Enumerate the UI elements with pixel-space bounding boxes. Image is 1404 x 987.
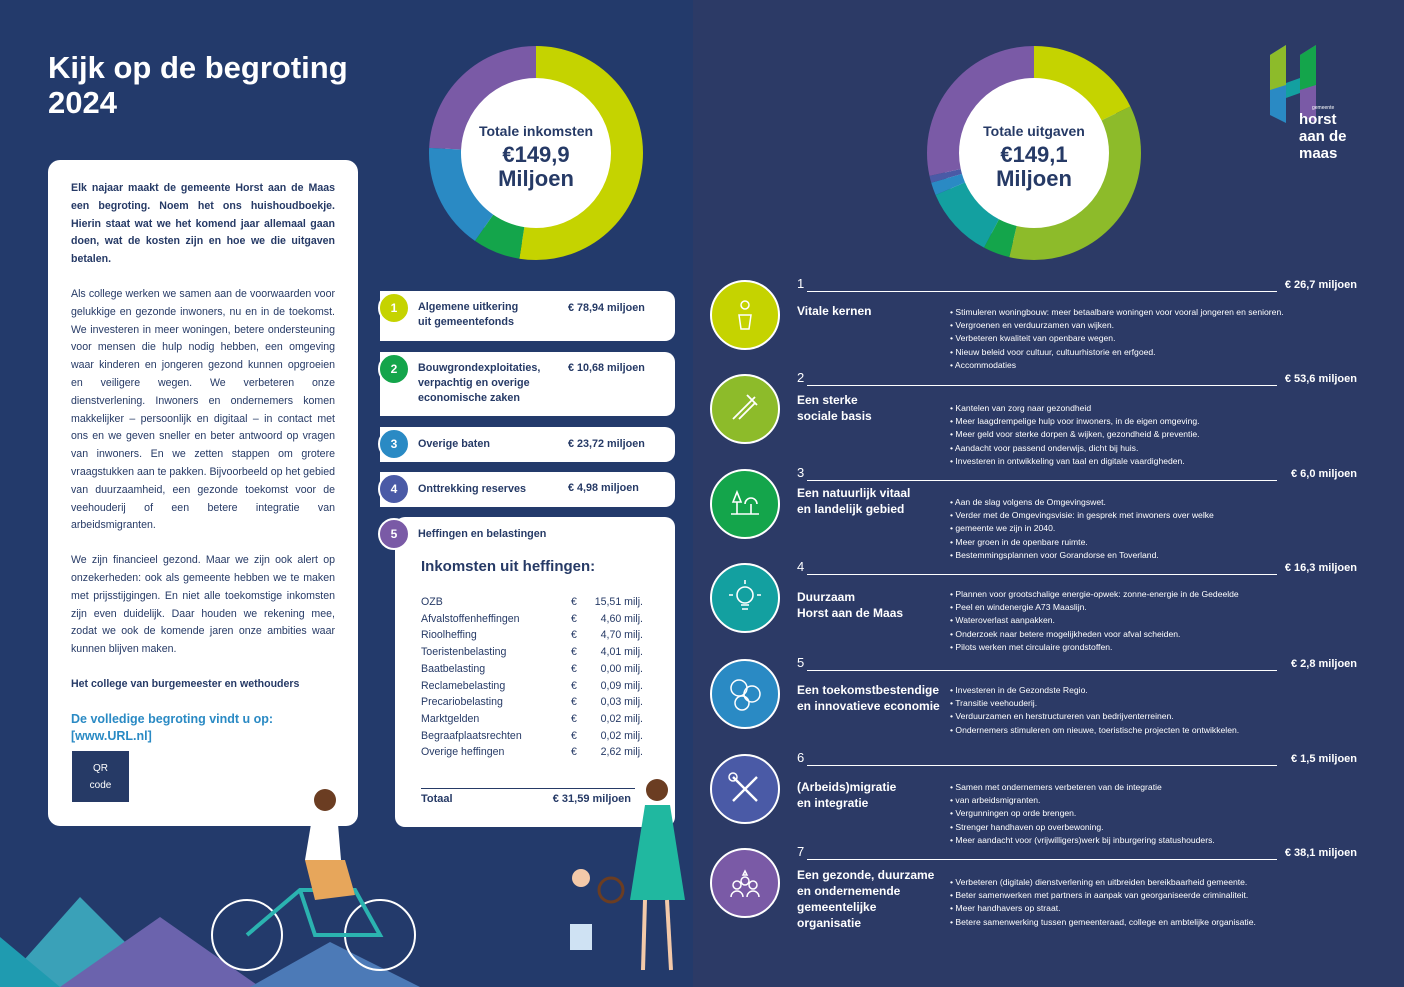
- tax-value: 0,02 milj.: [600, 729, 643, 742]
- spending-bullet: • Ondernemers stimuleren om nieuwe, toeristische projecten te ontwikkelen.: [950, 724, 1239, 737]
- spending-title-line: Een gezonde, duurzame: [797, 868, 935, 882]
- spending-bullet: • Meer aandacht voor (vrijwilligers)werk bij inburgering statushouders.: [950, 834, 1215, 847]
- spending-title-line: en innovatieve economie: [797, 699, 940, 713]
- spending-amount: € 38,1 miljoen: [1284, 847, 1357, 859]
- tax-row: [421, 696, 643, 713]
- spending-title: [797, 779, 896, 811]
- spending-icon-circle: [710, 374, 780, 444]
- spending-bullets: [950, 402, 1200, 468]
- spending-title-line: en landelijk gebied: [797, 502, 905, 516]
- logo-line: horst: [1299, 111, 1337, 128]
- spending-title: [797, 303, 871, 319]
- tax-name: Afvalstoffenheffingen: [421, 612, 520, 625]
- spending-title: [797, 485, 910, 517]
- tax-currency: €: [571, 746, 577, 759]
- spending-title-line: Horst aan de Maas: [797, 606, 904, 620]
- spending-bullet: • Onderzoek naar betere mogelijkheden voor afval scheiden.: [950, 628, 1239, 641]
- intro-signature: Het college van burgemeester en wethouders: [71, 677, 300, 690]
- family-illustration: [545, 770, 710, 980]
- nature-icon: [725, 484, 765, 524]
- logo-small-text: gemeente: [1312, 105, 1335, 111]
- tax-row: [421, 646, 643, 663]
- tax-row: [421, 663, 643, 680]
- spending-divider: [807, 480, 1277, 481]
- tax-row: [421, 680, 643, 697]
- tax-currency: €: [571, 612, 577, 625]
- income-item-label-line: uit gemeentefonds: [418, 316, 514, 328]
- tax-name: Reclamebelasting: [421, 679, 506, 692]
- income-item-number: 2: [378, 353, 410, 385]
- spending-bullet: • Nieuw beleid voor cultuur, cultuurhistorie en erfgoed.: [950, 346, 1284, 359]
- tax-row: [421, 730, 643, 747]
- tax-name: Begraafplaatsrechten: [421, 729, 522, 742]
- spending-item-2: [710, 370, 1360, 466]
- spending-title-line: Een sterke: [797, 393, 858, 407]
- spending-divider: [807, 291, 1277, 292]
- spending-bullets: [950, 306, 1284, 372]
- spending-bullet: • Wateroverlast aanpakken.: [950, 614, 1239, 627]
- spending-item-7: [710, 844, 1360, 936]
- spending-bullet: • Aandacht voor passend onderwijs, dicht bij huis.: [950, 442, 1200, 455]
- spending-title-line: Een natuurlijk vitaal: [797, 486, 911, 500]
- spending-number: 7: [797, 844, 805, 859]
- income-item-4: [380, 472, 675, 507]
- spending-bullet: • Investeren in de Gezondste Regio.: [950, 684, 1239, 697]
- spending-number: 6: [797, 750, 805, 765]
- spending-item-6: [710, 750, 1360, 845]
- spending-divider: [807, 859, 1277, 860]
- tax-name: Marktgelden: [421, 712, 480, 725]
- taxes-card-label: Heffingen en belastingen: [418, 528, 547, 540]
- tax-currency: €: [571, 679, 577, 692]
- tax-value: 2,62 milj.: [600, 746, 643, 759]
- income-donut-label: Totale inkomsten: [478, 123, 594, 139]
- spending-bullet: • Vergroenen en verduurzamen van wijken.: [950, 319, 1284, 332]
- spending-bullet: • Pilots werken met circulaire grondstoffen.: [950, 641, 1239, 654]
- income-item-label: [418, 361, 540, 406]
- spending-title-line: Duurzaam: [797, 590, 856, 604]
- cyclist-illustration: [205, 780, 425, 980]
- qr-label-1: QR: [93, 762, 108, 774]
- tax-currency: €: [571, 696, 577, 709]
- tax-name: Rioolheffing: [421, 629, 477, 642]
- income-item-amount: € 78,94 miljoen: [568, 302, 645, 314]
- tax-name: Baatbelasting: [421, 662, 486, 675]
- tax-value: 0,03 milj.: [600, 696, 643, 709]
- spending-divider: [807, 574, 1277, 575]
- spending-bullet: • Verder met de Omgevingsvisie: in gesprek met inwoners over welke: [950, 509, 1214, 522]
- income-item-amount: € 23,72 miljoen: [568, 438, 645, 450]
- spending-bullets: [950, 684, 1239, 737]
- spending-number: 5: [797, 655, 805, 670]
- spending-divider: [807, 385, 1277, 386]
- income-item-amount: € 4,98 miljoen: [568, 482, 639, 494]
- income-item-label: Overige baten: [418, 438, 491, 450]
- spending-bullet: • Beter samenwerken met partners in aanpak van georganiseerde criminaliteit.: [950, 889, 1256, 902]
- spending-title-line: en ondernemende: [797, 884, 901, 898]
- spending-bullet: • Meer groen in de openbare ruimte.: [950, 536, 1214, 549]
- taxes-total-value: € 31,59 miljoen: [552, 793, 631, 805]
- tax-name: OZB: [421, 596, 443, 608]
- spending-bullet: • Stimuleren woningbouw: meer betaalbare woningen voor vooral jongeren en senioren.: [950, 306, 1284, 319]
- income-item-label: [418, 300, 518, 330]
- spending-amount: € 6,0 miljoen: [1290, 468, 1357, 480]
- intro-lead: Elk najaar maakt de gemeente Horst aan de Maas een begroting. Noem het ons huishoudboekje. Hierin staat wat we het komend jaar allemaal gaan doen, wat de kosten zijn en hoe we die uitgaven betalen.: [71, 182, 335, 266]
- spending-number: 1: [797, 276, 805, 291]
- taxes-total-label: Totaal: [421, 793, 453, 805]
- spending-icon-circle: [710, 754, 780, 824]
- spending-icon-circle: [710, 280, 780, 350]
- spending-title-line: (Arbeids)migratie: [797, 780, 897, 794]
- tax-name: Toeristenbelasting: [421, 646, 507, 659]
- income-item-1: [380, 291, 675, 341]
- spending-bullet: • Betere samenwerking tussen gemeenteraad, college en ambtelijke organisatie.: [950, 916, 1256, 929]
- spending-title-line: gemeentelijke: [797, 900, 877, 914]
- person-icon: [725, 295, 765, 335]
- income-item-number: 4: [378, 473, 410, 505]
- spending-bullet: • Accommodaties: [950, 359, 1284, 372]
- tax-row: [421, 613, 643, 630]
- spending-title: [797, 392, 872, 424]
- spending-bullet: • Investeren in ontwikkeling van taal en digitale vaardigheden.: [950, 455, 1200, 468]
- intro-paragraph-1: Als college werken we samen aan de voorwaarden voor gelukkige en gezonde inwoners, nu en in de toekomst. We investeren in meer woningen, betere ondersteuning voor mensen die hulp nodig hebben, een omgeving waar kinderen en jongeren gezond kunnen opgroeien en veiligere wegen. We verbeteren onze dienstverlening. Inwoners en ondernemers komen makkelijker – persoonlijk en digitaal – in contact met ons en we geven sneller en beter antwoord op vragen van inwoners. En we zetten stappen om grotere vraagstukken aan te pakken. Bijvoorbeeld op het gebied van duurzaamheid, een gezonde toekomst voor de veehouderij of een betere integratie van arbeidsmigranten.: [71, 287, 335, 532]
- income-donut-amount: €149,9: [502, 142, 570, 167]
- spending-title: [797, 682, 940, 714]
- spending-amount: € 1,5 miljoen: [1290, 753, 1357, 765]
- spending-bullet: • Verbeteren (digitale) dienstverlening en uitbreiden bereikbaarheid gemeente.: [950, 876, 1256, 889]
- income-item-3: [380, 427, 675, 462]
- horst-aan-de-maas-logo: [1270, 45, 1350, 170]
- spending-bullets: [950, 588, 1239, 654]
- tax-row: [421, 713, 643, 730]
- spending-bullet: • Aan de slag volgens de Omgevingswet.: [950, 496, 1214, 509]
- intro-link-url[interactable]: [www.URL.nl]: [71, 728, 152, 743]
- coins-icon: [725, 674, 765, 714]
- income-item-number: 3: [378, 428, 410, 460]
- tax-value: 4,60 milj.: [600, 612, 643, 625]
- tax-value: 0,02 milj.: [600, 712, 643, 725]
- spending-item-5: [710, 655, 1360, 747]
- spending-amount: € 2,8 miljoen: [1290, 658, 1357, 670]
- tax-row: [421, 629, 643, 646]
- tax-currency: €: [571, 729, 577, 742]
- intro-card: [48, 160, 358, 826]
- spending-bullet: • Peel en windenergie A73 Maaslijn.: [950, 601, 1239, 614]
- tax-name: Precariobelasting: [421, 696, 503, 709]
- spending-donut-unit: Miljoen: [996, 166, 1072, 191]
- page-title: Kijk op de begroting 2024: [48, 50, 348, 120]
- spending-divider: [807, 765, 1277, 766]
- spending-bullet: • Transitie veehouderij.: [950, 697, 1239, 710]
- spending-title-line: en integratie: [797, 796, 869, 810]
- tax-value: 4,70 milj.: [600, 629, 643, 642]
- spending-bullet: • Plannen voor grootschalige energie-opwek: zonne-energie in de Gedeelde: [950, 588, 1239, 601]
- tax-row: [421, 596, 643, 613]
- spending-icon-circle: [710, 848, 780, 918]
- spending-donut-amount: €149,1: [1000, 142, 1068, 167]
- intro-link-text: De volledige begroting vindt u op:: [71, 711, 274, 726]
- spending-number: 3: [797, 465, 805, 480]
- income-item-label-line: Bouwgrondexploitaties,: [418, 362, 541, 374]
- tax-currency: €: [571, 712, 577, 725]
- spending-title: [797, 589, 903, 621]
- tools-icon: [725, 769, 765, 809]
- logo-wordmark: [1299, 111, 1347, 162]
- spending-bullet: • Bestemmingsplannen voor Gorandorse en Toverland.: [950, 549, 1214, 562]
- income-item-label-line: Algemene uitkering: [418, 301, 519, 313]
- income-item-label-line: economische zaken: [418, 392, 521, 404]
- spending-bullet: • Verbeteren kwaliteit van openbare wegen.: [950, 332, 1284, 345]
- spending-number: 2: [797, 370, 805, 385]
- spending-icon-circle: [710, 563, 780, 633]
- logo-line: maas: [1299, 145, 1338, 162]
- spending-divider: [807, 670, 1277, 671]
- spending-item-3: [710, 465, 1360, 560]
- health-icon: [725, 389, 765, 429]
- tax-currency: €: [571, 646, 577, 659]
- tax-name: Overige heffingen: [421, 746, 505, 759]
- tax-row: [421, 746, 643, 763]
- spending-amount: € 53,6 miljoen: [1284, 373, 1357, 385]
- income-item-number: 1: [378, 292, 410, 324]
- income-item-2: [380, 352, 675, 416]
- tax-value: 4,01 milj.: [600, 646, 643, 659]
- spending-bullet: • Vergunningen op orde brengen.: [950, 807, 1215, 820]
- spending-donut-label: Totale uitgaven: [983, 123, 1085, 139]
- spending-bullets: [950, 496, 1214, 562]
- spending-number: 4: [797, 559, 805, 574]
- spending-title-line: Een toekomstbestendige: [797, 683, 940, 697]
- spending-item-1: [710, 276, 1360, 370]
- tax-currency: €: [571, 629, 577, 642]
- spending-bullet: • van arbeidsmigranten.: [950, 794, 1215, 807]
- community-icon: [725, 863, 765, 903]
- spending-bullet: • Verduurzamen en herstructureren van bedrijventerreinen.: [950, 710, 1239, 723]
- spending-bullet: • Meer handhavers op straat.: [950, 902, 1256, 915]
- intro-link[interactable]: [71, 711, 335, 745]
- qr-code-placeholder[interactable]: [72, 751, 129, 802]
- tax-value: 0,09 milj.: [600, 679, 643, 692]
- lightbulb-icon: [725, 578, 765, 618]
- tax-currency: €: [571, 662, 577, 675]
- tax-value: 15,51 milj.: [594, 596, 643, 608]
- spending-icon-circle: [710, 469, 780, 539]
- spending-bullet: • Meer laagdrempelige hulp voor inwoners, in de eigen omgeving.: [950, 415, 1200, 428]
- income-item-number: 5: [378, 518, 410, 550]
- spending-amount: € 16,3 miljoen: [1284, 562, 1357, 574]
- spending-title-line: organisatie: [797, 916, 862, 930]
- income-donut: [428, 45, 644, 261]
- tax-currency: €: [571, 596, 577, 608]
- spending-title-line: sociale basis: [797, 409, 872, 423]
- qr-label-2: code: [89, 779, 112, 791]
- spending-title-line: Vitale kernen: [797, 304, 872, 318]
- spending-bullets: [950, 781, 1215, 847]
- spending-donut: [926, 45, 1142, 261]
- spending-item-4: [710, 559, 1360, 652]
- income-item-label-line: verpachtig en overige: [418, 377, 530, 389]
- spending-title: [797, 867, 934, 931]
- income-item-amount: € 10,68 miljoen: [568, 362, 645, 374]
- spending-bullet: • gemeente we zijn in 2040.: [950, 522, 1214, 535]
- spending-icon-circle: [710, 659, 780, 729]
- income-item-label: Onttrekking reserves: [418, 483, 527, 495]
- taxes-heading: Inkomsten uit heffingen:: [421, 558, 596, 575]
- spending-bullet: • Samen met ondernemers verbeteren van de integratie: [950, 781, 1215, 794]
- spending-bullet: • Kantelen van zorg naar gezondheid: [950, 402, 1200, 415]
- logo-line: aan de: [1299, 128, 1347, 145]
- spending-amount: € 26,7 miljoen: [1284, 279, 1357, 291]
- income-donut-unit: Miljoen: [498, 166, 574, 191]
- intro-paragraph-2: We zijn financieel gezond. Maar we zijn ook alert op onzekerheden: ook als gemeente hebben we te maken met prijsstijgingen. En niet alle toekomstige inkomsten zijn even duidelijk. Daar houden we rekening mee, zodat we ook de komende jaren onze ambities waar kunnen blijven maken.: [71, 554, 335, 656]
- spending-bullet: • Meer geld voor sterke dorpen & wijken, gezondheid & preventie.: [950, 428, 1200, 441]
- tax-value: 0,00 milj.: [600, 662, 643, 675]
- spending-bullets: [950, 876, 1256, 929]
- spending-bullet: • Strenger handhaven op overbewoning.: [950, 821, 1215, 834]
